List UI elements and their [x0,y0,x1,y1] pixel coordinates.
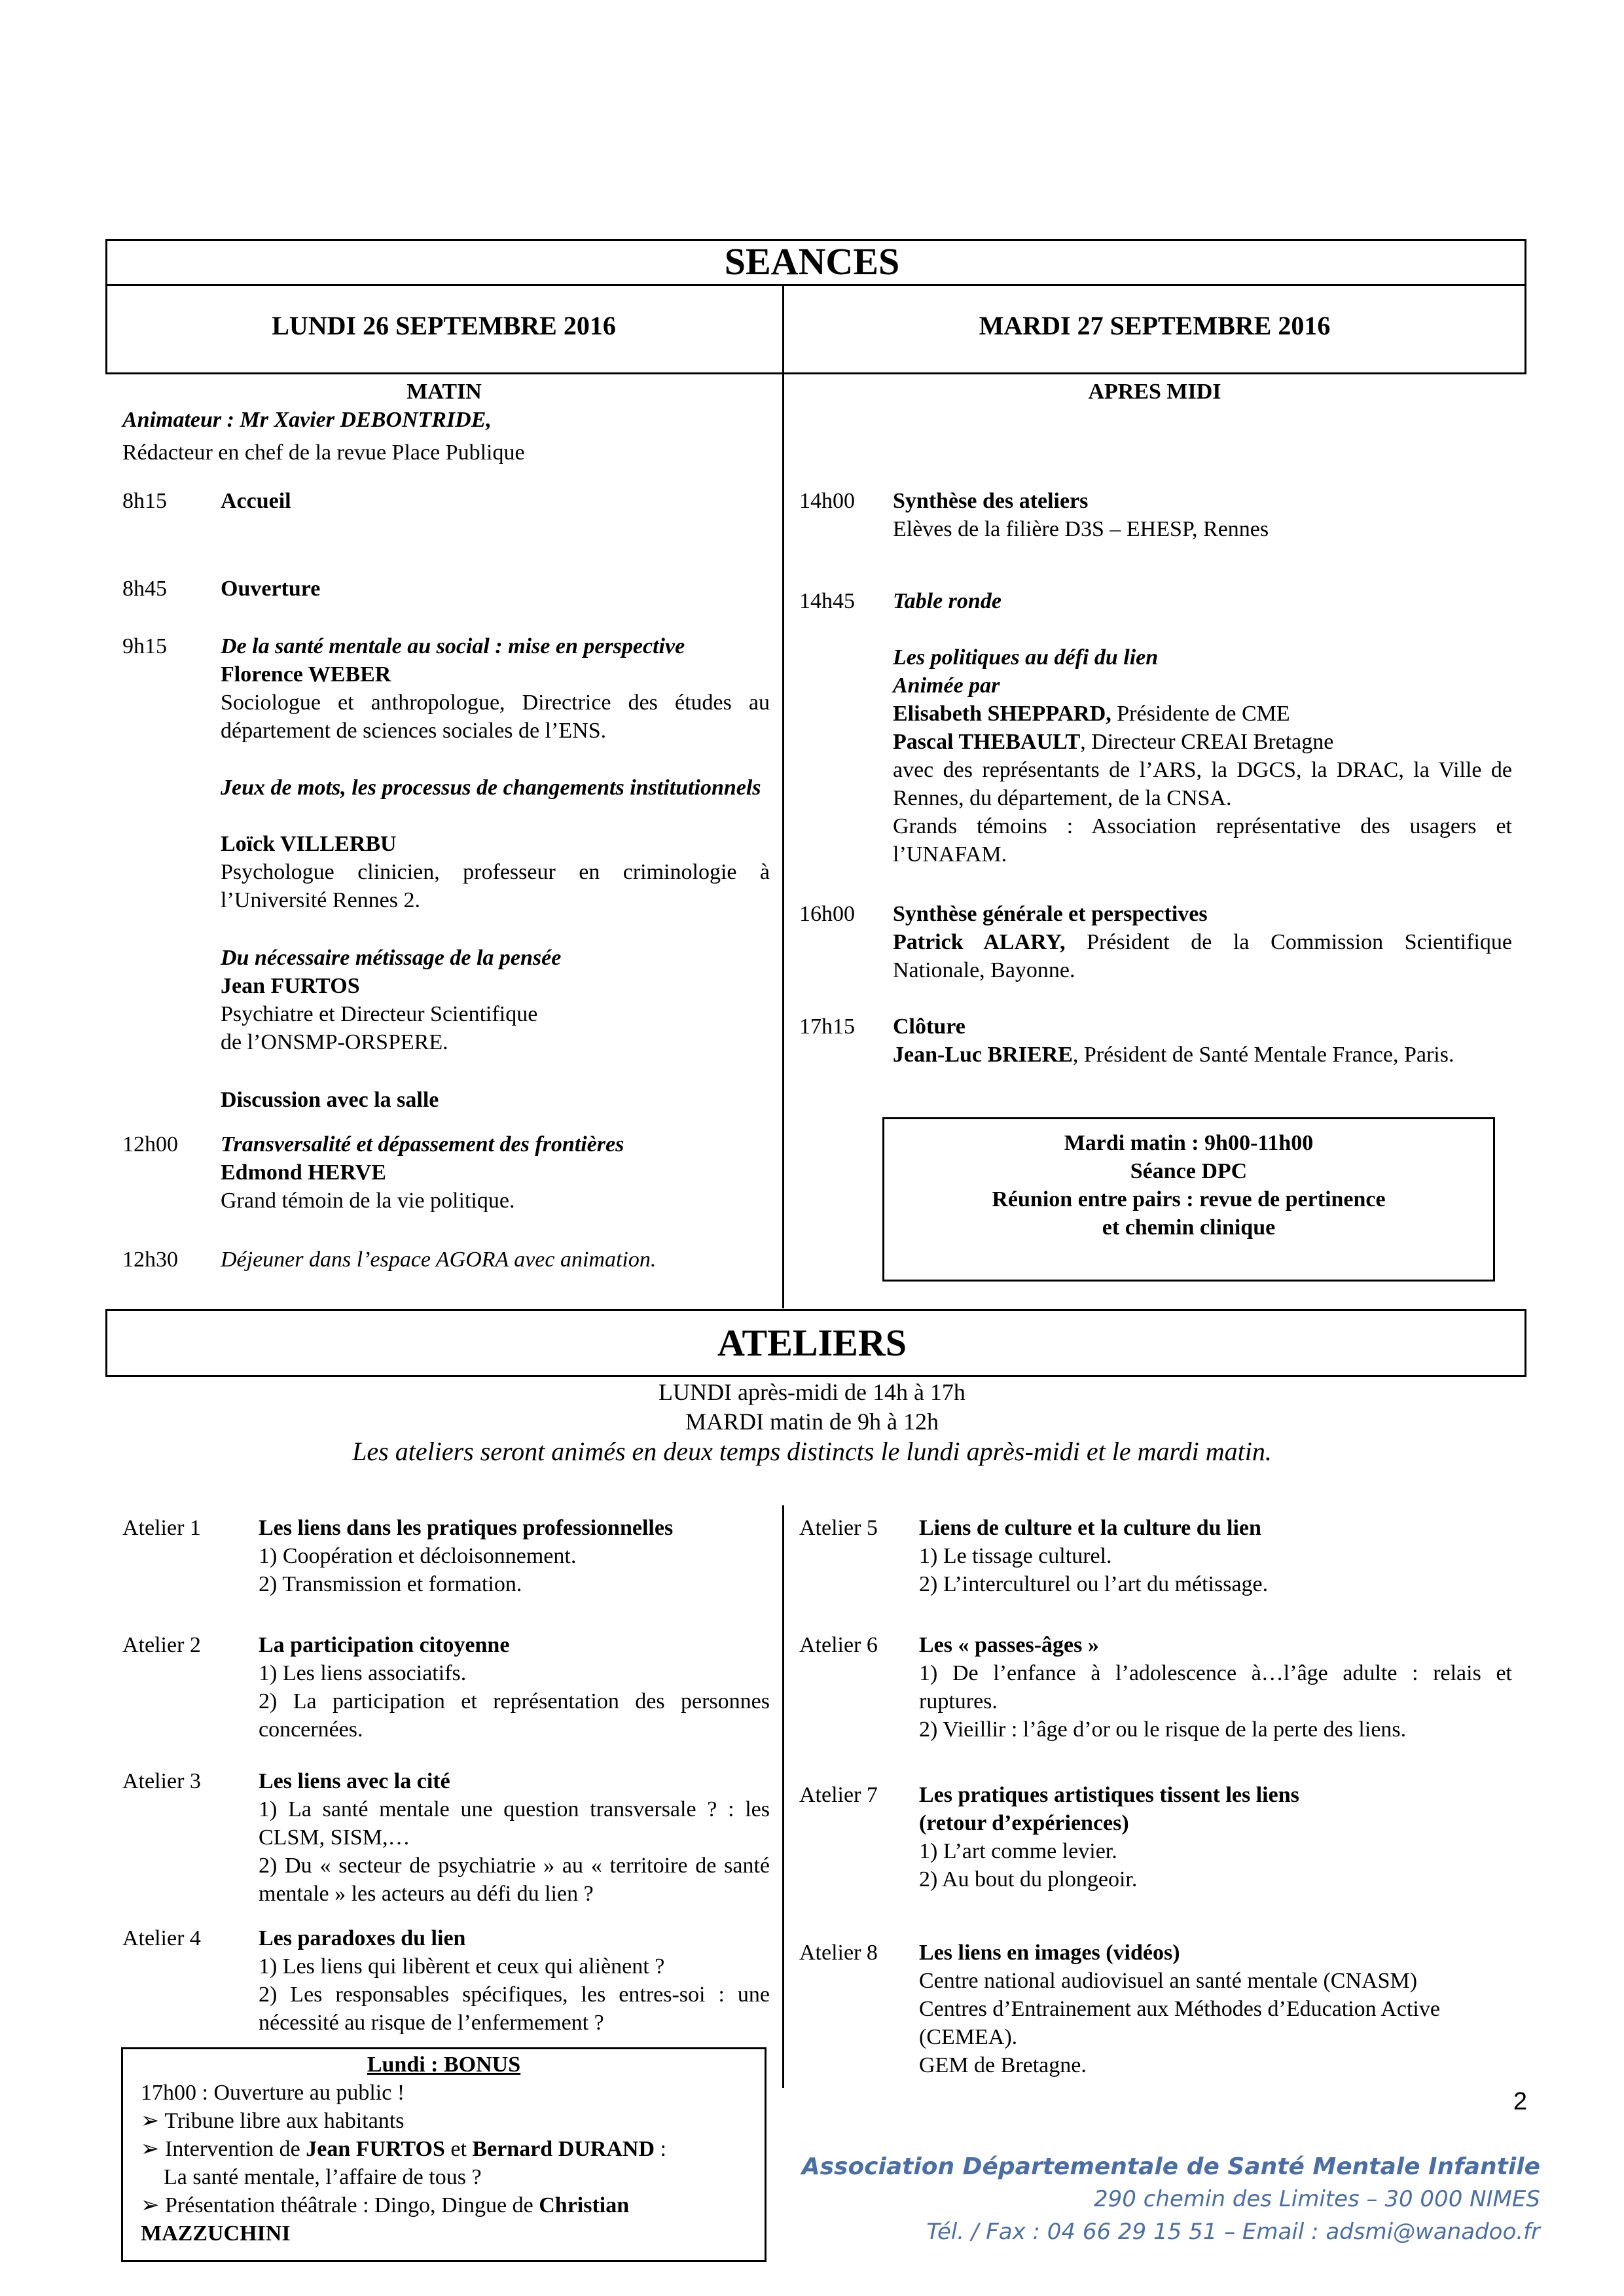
arrow-bullet-icon: ➢ [141,2137,165,2161]
participant1-role: Présidente de CME [1111,702,1290,726]
atelier5-l1: 1) Le tissage culturel. [919,1544,1112,1568]
footer-association: Association Départementale de Santé Mentale Infantile [801,2153,1540,2180]
lundi-s7-name: Edmond HERVE [221,1160,386,1185]
atelier8-title: Les liens en images (vidéos) [919,1941,1180,1965]
ateliers-line1: LUNDI après-midi de 14h à 17h [659,1379,965,1405]
atelier5-label: Atelier 5 [799,1516,878,1540]
atelier6-l1: 1) De l’enfance à l’adolescence à…l’âge adulte : relais et ruptures. [919,1661,1512,1713]
lundi-s1-title: Accueil [221,489,291,513]
mardi-s4-desc: , Président de Santé Mentale France, Paris. [1072,1043,1454,1067]
atelier3-label: Atelier 3 [122,1769,201,1793]
lundi-matin-heading: MATIN [406,380,482,404]
dpc-line3: Réunion entre pairs : revue de pertinence [992,1187,1386,1211]
lundi-animateur: Animateur : Mr Xavier DEBONTRIDE, [122,408,492,432]
mardi-s2-participant2 [893,728,1333,756]
arrow-bullet-icon: ➢ [141,2109,165,2133]
atelier4-l1: 1) Les liens qui libèrent et ceux qui aliènent ? [259,1954,665,1979]
mardi-s4-title: Clôture [893,1014,965,1039]
lundi-s6-title: Discussion avec la salle [221,1088,439,1112]
lundi-s3-time: 9h15 [122,634,167,658]
lundi-s1-time: 8h15 [122,489,167,513]
mardi-s3-text [893,928,1512,984]
mardi-s2-title: Table ronde [893,589,1001,613]
lundi-s7-time: 12h00 [122,1132,178,1157]
mardi-s4-time: 17h15 [799,1014,855,1039]
seances-column-divider [782,284,784,1308]
atelier3-title: Les liens avec la cité [259,1769,450,1793]
lundi-s5-name: Jean FURTOS [221,974,360,998]
day-mardi-heading: MARDI 27 SEPTEMBRE 2016 [979,311,1331,340]
lundi-s4-name: Loïck VILLERBU [221,832,397,856]
mardi-apres-midi-heading: APRES MIDI [1088,380,1221,404]
bonus-title: Lundi : BONUS [367,2053,521,2077]
seances-title: SEANCES [724,240,900,283]
bonus-l1: 17h00 : Ouverture au public ! [141,2081,405,2105]
dpc-line2: Séance DPC [1130,1159,1248,1183]
day-lundi-heading: LUNDI 26 SEPTEMBRE 2016 [272,311,616,340]
footer-contact: Tél. / Fax : 04 66 29 15 51 – Email : adsmi@wanadoo.fr [926,2219,1540,2245]
atelier6-label: Atelier 6 [799,1633,878,1657]
bonus-l6: MAZZUCHINI [141,2221,291,2246]
mardi-s1-title: Synthèse des ateliers [893,489,1089,513]
atelier4-l2: 2) Les responsables spécifiques, les entres-soi : une nécessité au risque de l’enfermement ? [259,1982,770,2035]
atelier1-l2: 2) Transmission et formation. [259,1572,522,1596]
mardi-s2-subtitle: Les politiques au défi du lien [893,645,1159,670]
lundi-s2-title: Ouverture [221,577,321,601]
participant2-name: Pascal THEBAULT [893,730,1081,754]
ateliers-line3: Les ateliers seront animés en deux temps distincts le lundi après-midi et le mardi matin. [352,1437,1272,1466]
page-number: 2 [1513,2088,1527,2115]
atelier8-l3: GEM de Bretagne. [919,2053,1087,2077]
bonus-l4: La santé mentale, l’affaire de tous ? [164,2165,482,2189]
mardi-s2-time: 14h45 [799,589,855,613]
mardi-s2-participant1 [893,700,1290,728]
mardi-s2-desc1: avec des représentants de l’ARS, la DGCS, la DRAC, la Ville de Rennes, du département, de la CNSA. [893,758,1512,810]
lundi-s5-desc1: Psychiatre et Directeur Scientifique [221,1002,538,1026]
dpc-line1: Mardi matin : 9h00-11h00 [1064,1131,1314,1155]
lundi-s7-desc: Grand témoin de la vie politique. [221,1189,515,1213]
ateliers-title: ATELIERS [717,1321,907,1364]
mardi-s1-desc: Elèves de la filière D3S – EHESP, Rennes [893,517,1269,541]
atelier4-label: Atelier 4 [122,1926,201,1950]
mardi-s2-desc2: Grands témoins : Association représentative des usagers et l’UNAFAM. [893,814,1512,867]
atelier2-title: La participation citoyenne [259,1633,510,1657]
lundi-s7-title: Transversalité et dépassement des frontières [221,1132,624,1157]
participant1-name: Elisabeth SHEPPARD, [893,702,1111,726]
atelier7-l2: 2) Au bout du plongeoir. [919,1867,1138,1892]
lundi-s4-desc: Psychologue clinicien, professeur en criminologie à l’Université Rennes 2. [221,860,770,912]
mardi-s3-title: Synthèse générale et perspectives [893,902,1208,926]
lundi-s3-title: De la santé mentale au social : mise en perspective [221,634,685,658]
atelier5-title: Liens de culture et la culture du lien [919,1516,1261,1540]
participant2-role: , Directeur CREAI Bretagne [1080,730,1334,754]
mardi-s4-text [893,1041,1512,1069]
mardi-s4-name: Jean-Luc BRIERE [893,1043,1073,1067]
lundi-s2-time: 8h45 [122,577,167,601]
lundi-s5-desc2: de l’ONSMP-ORSPERE. [221,1030,448,1054]
lundi-s8-time: 12h30 [122,1247,178,1272]
ateliers-line2: MARDI matin de 9h à 12h [685,1408,939,1435]
bonus-l2: ➢ Tribune libre aux habitants [141,2109,405,2133]
atelier7-title: Les pratiques artistiques tissent les liens [919,1783,1299,1807]
bonus-l3: ➢ Intervention de Jean FURTOS et Bernard DURAND : [141,2137,666,2161]
atelier7-title2: (retour d’expériences) [919,1811,1129,1835]
bonus-l5: ➢ Présentation théâtrale : Dingo, Dingue de Christian [141,2193,630,2217]
dpc-line4: et chemin clinique [1102,1215,1276,1240]
atelier2-label: Atelier 2 [122,1633,201,1657]
mardi-s1-time: 14h00 [799,489,855,513]
atelier1-title: Les liens dans les pratiques professionnelles [259,1516,674,1540]
mardi-s3-time: 16h00 [799,902,855,926]
atelier2-l2: 2) La participation et représentation des personnes concernées. [259,1689,770,1742]
atelier8-l2: Centres d’Entrainement aux Méthodes d’Education Active (CEMEA). [919,1997,1440,2049]
lundi-s3-name: Florence WEBER [221,662,391,687]
atelier1-l1: 1) Coopération et décloisonnement. [259,1544,577,1568]
atelier8-l1: Centre national audiovisuel an santé mentale (CNASM) [919,1969,1418,1993]
ateliers-column-divider [782,1505,784,2088]
footer-address: 290 chemin des Limites – 30 000 NIMES [1094,2186,1540,2212]
atelier5-l2: 2) L’interculturel ou l’art du métissage. [919,1572,1269,1596]
atelier6-l2: 2) Vieillir : l’âge d’or ou le risque de la perte des liens. [919,1717,1407,1742]
atelier6-title: Les « passes-âges » [919,1633,1099,1657]
atelier7-label: Atelier 7 [799,1783,878,1807]
atelier8-label: Atelier 8 [799,1941,878,1965]
atelier2-l1: 1) Les liens associatifs. [259,1661,467,1685]
lundi-s4-title: Jeux de mots, les processus de changements institutionnels [221,776,761,800]
mardi-s2-animee: Animée par [893,673,1000,698]
arrow-bullet-icon: ➢ [141,2193,165,2217]
mardi-s3-desc: Président de la Commission Scientifique Nationale, Bayonne. [893,930,1512,982]
lundi-redacteur: Rédacteur en chef de la revue Place Publique [122,440,525,465]
lundi-s8-title: Déjeuner dans l’espace AGORA avec animation. [221,1247,657,1272]
atelier4-title: Les paradoxes du lien [259,1926,466,1950]
lundi-s3-desc: Sociologue et anthropologue, Directrice des études au département de sciences sociales de l’ENS. [221,691,770,743]
lundi-s5-title: Du nécessaire métissage de la pensée [221,946,562,970]
atelier3-l2: 2) Du « secteur de psychiatrie » au « territoire de santé mentale » les acteurs au défi du lien ? [259,1854,770,1906]
atelier3-l1: 1) La santé mentale une question transversale ? : les CLSM, SISM,… [259,1797,770,1850]
atelier7-l1: 1) L’art comme levier. [919,1839,1117,1863]
atelier1-label: Atelier 1 [122,1516,201,1540]
mardi-s3-name: Patrick ALARY, [893,930,1066,954]
